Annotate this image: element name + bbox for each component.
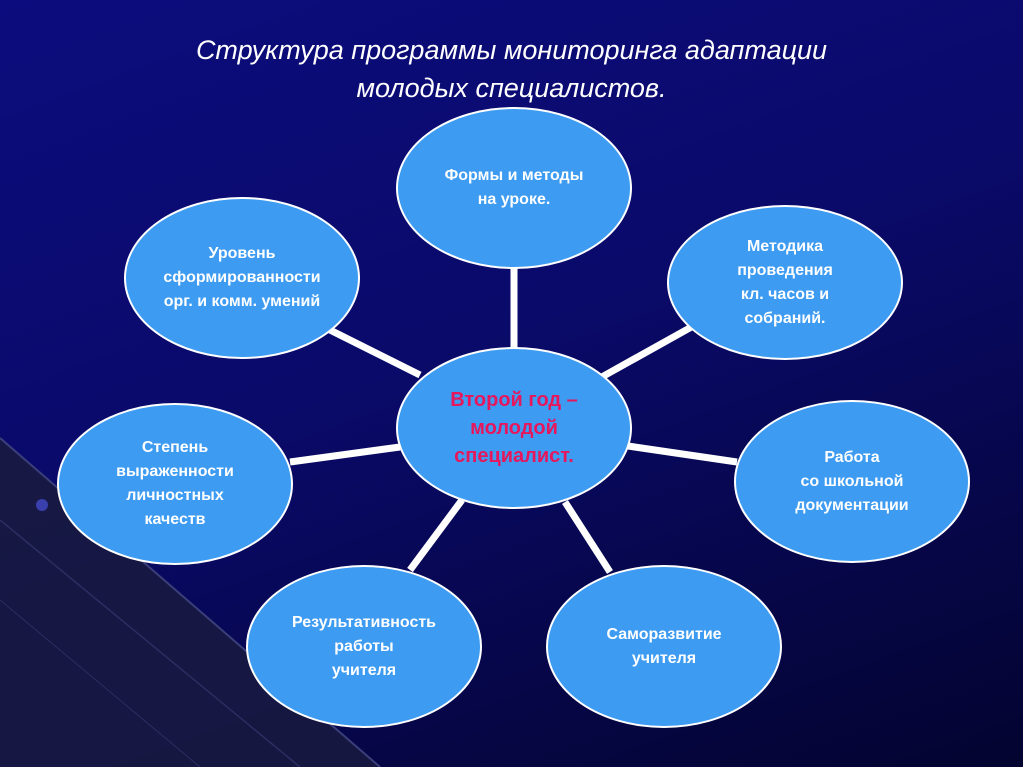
node-self-development [546, 565, 782, 728]
node-personality [57, 403, 293, 565]
node-personality-label: Степень выраженности личностных качеств [116, 439, 234, 528]
node-effectiveness [246, 565, 482, 728]
node-self-development-label: Саморазвитие учителя [606, 625, 722, 667]
node-forms-methods-label: Формы и методы на уроке. [444, 167, 584, 208]
node-methodology [667, 205, 903, 360]
node-effectiveness-label: Результативность работы учителя [291, 613, 437, 679]
center-node-label: Второй год – молодой специалист. [450, 389, 578, 467]
node-methodology-label: Методика проведения кл. часов и собраний. [737, 237, 833, 327]
title-line-1: Структура программы мониторинга адаптации [195, 35, 828, 65]
center-node [396, 347, 632, 509]
node-documentation-label: Работа со школьной документации [795, 448, 909, 514]
node-forms-methods [396, 107, 632, 269]
node-skills [124, 197, 360, 359]
title-line-2: молодых специалистов. [356, 73, 667, 103]
node-skills-label: Уровень сформированности орг. и комм. умений [163, 245, 321, 310]
node-documentation [734, 400, 970, 563]
